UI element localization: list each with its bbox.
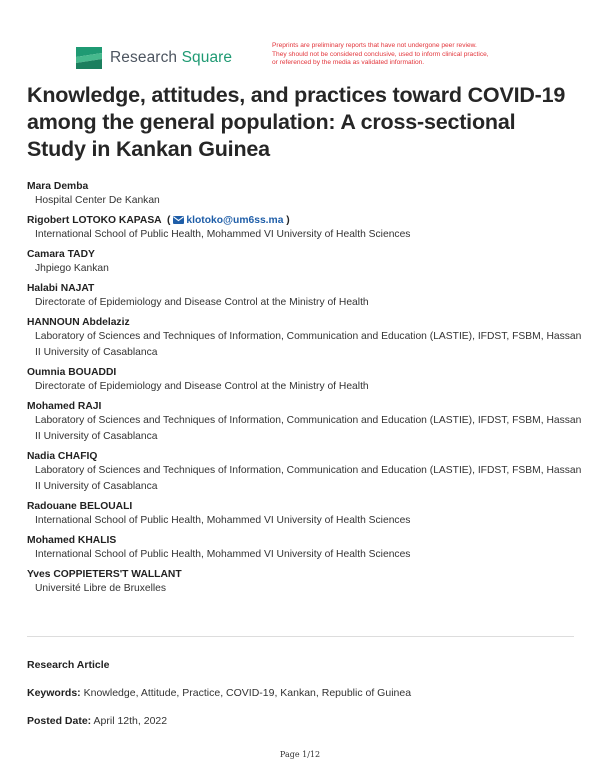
posted-date-value: April 12th, 2022 xyxy=(93,715,168,727)
author-affiliation: Université Libre de Bruxelles xyxy=(35,583,167,594)
author-list xyxy=(27,180,582,597)
author-affiliation: Laboratory of Sciences and Techniques of Information, Communication and Education (LASTIE), IFDST, FSBM, Hassan II University of Casablanca xyxy=(35,331,582,358)
keywords-label: Keywords: xyxy=(27,687,81,699)
author-name: Mara Demba xyxy=(27,181,89,192)
author-affiliation: International School of Public Health, Mohammed VI University of Health Sciences xyxy=(35,515,411,526)
section-divider xyxy=(27,636,574,637)
preprint-notice-line: They should not be considered conclusive, used to inform clinical practice, xyxy=(272,50,489,58)
article-type: Research Article xyxy=(27,659,110,671)
keywords-value: Knowledge, Attitude, Practice, COVID-19, Kankan, Republic of Guinea xyxy=(83,687,412,699)
author-name: Yves COPPIETERS'T WALLANT xyxy=(27,569,182,580)
author-name: Radouane BELOUALI xyxy=(27,501,133,512)
author-affiliation: Jhpiego Kankan xyxy=(35,263,109,274)
brand-name-square: Square xyxy=(181,49,233,66)
author-affiliation: International School of Public Health, Mohammed VI University of Health Sciences xyxy=(35,229,411,240)
author-affiliation: International School of Public Health, Mohammed VI University of Health Sciences xyxy=(35,549,411,560)
brand-name xyxy=(110,49,232,67)
author-affiliation: Directorate of Epidemiology and Disease Control at the Ministry of Health xyxy=(35,381,369,392)
preprint-notice xyxy=(272,42,572,68)
research-square-logo[interactable] xyxy=(76,47,232,69)
preprint-notice-line: or referenced by the media as validated information. xyxy=(272,59,425,67)
author-email-link[interactable]: klotoko@um6ss.ma xyxy=(186,215,284,226)
author-affiliation: Laboratory of Sciences and Techniques of Information, Communication and Education (LASTIE), IFDST, FSBM, Hassan II University of Casablanca xyxy=(35,415,582,442)
posted-date-label: Posted Date: xyxy=(27,715,92,727)
author-affiliation: Hospital Center De Kankan xyxy=(35,195,160,206)
posted-date-line xyxy=(27,715,167,727)
brand-name-research: Research xyxy=(110,49,178,66)
author-affiliation: Directorate of Epidemiology and Disease Control at the Ministry of Health xyxy=(35,297,369,308)
author-name: Halabi NAJAT xyxy=(27,283,95,294)
author-name: Camara TADY xyxy=(27,249,95,260)
author-name: Mohamed RAJI xyxy=(27,401,102,412)
keywords-line xyxy=(27,687,411,699)
author-name-with-email: Rigobert LOTOKO KAPASA ( klotoko@um6ss.ma ) xyxy=(27,215,290,226)
preprint-notice-line: Preprints are preliminary reports that have not undergone peer review. xyxy=(272,42,477,49)
research-square-logo-icon xyxy=(76,47,102,69)
author-affiliation: Laboratory of Sciences and Techniques of Information, Communication and Education (LASTIE), IFDST, FSBM, Hassan II University of Casablanca xyxy=(35,465,582,492)
page-header xyxy=(0,0,600,80)
author-name: Nadia CHAFIQ xyxy=(27,451,98,462)
author-name: HANNOUN Abdelaziz xyxy=(27,317,130,328)
paper-title: Knowledge, attitudes, and practices toward COVID-19 among the general population: A cross-sectional Study in Kankan Guinea xyxy=(27,83,566,161)
author-name: Oumnia BOUADDI xyxy=(27,367,117,378)
author-name: Rigobert LOTOKO KAPASA xyxy=(27,215,162,226)
envelope-icon xyxy=(173,216,184,224)
author-name: Mohamed KHALIS xyxy=(27,535,117,546)
page-number: Page 1/12 xyxy=(279,750,321,759)
